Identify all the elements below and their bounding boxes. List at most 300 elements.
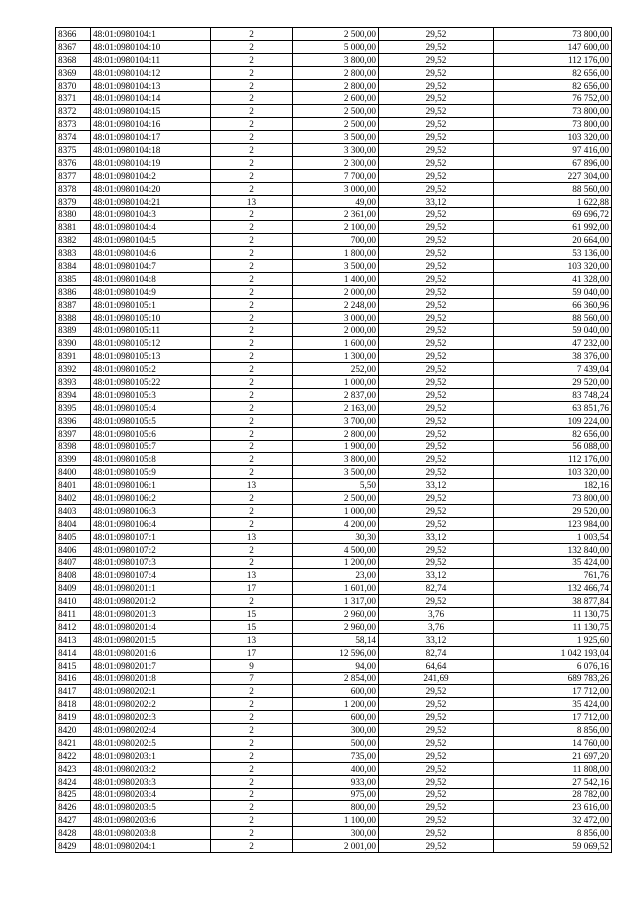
- rate-cell: 29,52: [379, 285, 494, 298]
- cadastral-number-cell: 48:01:0980201:4: [91, 620, 211, 633]
- value-cell: 20 664,00: [494, 234, 612, 247]
- area-cell: 5,50: [293, 479, 379, 492]
- area-cell: 252,00: [293, 363, 379, 376]
- category-cell: 17: [211, 646, 293, 659]
- table-row: [56, 285, 612, 298]
- row-number-cell: 8375: [56, 144, 91, 157]
- row-number-cell: 8367: [56, 40, 91, 53]
- category-cell: 2: [211, 182, 293, 195]
- value-cell: 11 130,75: [494, 620, 612, 633]
- cadastral-number-cell: 48:01:0980104:21: [91, 195, 211, 208]
- table-row: [56, 234, 612, 247]
- category-cell: 2: [211, 156, 293, 169]
- category-cell: 2: [211, 144, 293, 157]
- table-row: [56, 762, 612, 775]
- rate-cell: 82,74: [379, 646, 494, 659]
- category-cell: 13: [211, 569, 293, 582]
- row-number-cell: 8369: [56, 66, 91, 79]
- value-cell: 66 360,96: [494, 298, 612, 311]
- cadastral-number-cell: 48:01:0980104:18: [91, 144, 211, 157]
- rate-cell: 29,52: [379, 724, 494, 737]
- rate-cell: 29,52: [379, 260, 494, 273]
- area-cell: 3 500,00: [293, 131, 379, 144]
- category-cell: 13: [211, 479, 293, 492]
- row-number-cell: 8404: [56, 517, 91, 530]
- table-row: [56, 337, 612, 350]
- rate-cell: 29,52: [379, 337, 494, 350]
- area-cell: 2 000,00: [293, 324, 379, 337]
- rate-cell: 29,52: [379, 427, 494, 440]
- area-cell: 975,00: [293, 788, 379, 801]
- cadastral-number-cell: 48:01:0980201:1: [91, 582, 211, 595]
- category-cell: 13: [211, 633, 293, 646]
- value-cell: 32 472,00: [494, 814, 612, 827]
- row-number-cell: 8383: [56, 247, 91, 260]
- table-row: [56, 556, 612, 569]
- table-row: [56, 582, 612, 595]
- table-row: [56, 595, 612, 608]
- category-cell: 2: [211, 736, 293, 749]
- rate-cell: 33,12: [379, 633, 494, 646]
- area-cell: 3 300,00: [293, 144, 379, 157]
- value-cell: 35 424,00: [494, 556, 612, 569]
- rate-cell: 29,52: [379, 840, 494, 853]
- row-number-cell: 8418: [56, 698, 91, 711]
- cadastral-number-cell: 48:01:0980105:6: [91, 427, 211, 440]
- area-cell: 1 200,00: [293, 556, 379, 569]
- row-number-cell: 8382: [56, 234, 91, 247]
- table-row: [56, 749, 612, 762]
- rate-cell: 29,52: [379, 247, 494, 260]
- category-cell: 2: [211, 466, 293, 479]
- cadastral-number-cell: 48:01:0980201:6: [91, 646, 211, 659]
- rate-cell: 29,52: [379, 543, 494, 556]
- row-number-cell: 8388: [56, 311, 91, 324]
- row-number-cell: 8368: [56, 53, 91, 66]
- category-cell: 2: [211, 53, 293, 66]
- rate-cell: 29,52: [379, 169, 494, 182]
- value-cell: 29 520,00: [494, 376, 612, 389]
- table-row: [56, 517, 612, 530]
- area-cell: 1 000,00: [293, 376, 379, 389]
- area-cell: 2 300,00: [293, 156, 379, 169]
- category-cell: 2: [211, 169, 293, 182]
- value-cell: 59 069,52: [494, 840, 612, 853]
- value-cell: 61 992,00: [494, 221, 612, 234]
- cadastral-number-cell: 48:01:0980201:5: [91, 633, 211, 646]
- cadastral-number-cell: 48:01:0980104:13: [91, 79, 211, 92]
- row-number-cell: 8379: [56, 195, 91, 208]
- cadastral-number-cell: 48:01:0980105:8: [91, 453, 211, 466]
- category-cell: 2: [211, 40, 293, 53]
- table-row: [56, 672, 612, 685]
- table-row: [56, 427, 612, 440]
- table-row: [56, 827, 612, 840]
- rate-cell: 29,52: [379, 788, 494, 801]
- rate-cell: 29,52: [379, 453, 494, 466]
- rate-cell: 29,52: [379, 376, 494, 389]
- category-cell: 2: [211, 517, 293, 530]
- area-cell: 300,00: [293, 724, 379, 737]
- category-cell: 2: [211, 79, 293, 92]
- value-cell: 88 560,00: [494, 182, 612, 195]
- area-cell: 1 317,00: [293, 595, 379, 608]
- area-cell: 49,00: [293, 195, 379, 208]
- cadastral-number-cell: 48:01:0980104:4: [91, 221, 211, 234]
- rate-cell: 29,52: [379, 414, 494, 427]
- table-row: [56, 479, 612, 492]
- cadastral-number-cell: 48:01:0980105:1: [91, 298, 211, 311]
- row-number-cell: 8370: [56, 79, 91, 92]
- value-cell: 103 320,00: [494, 466, 612, 479]
- row-number-cell: 8406: [56, 543, 91, 556]
- area-cell: 2 960,00: [293, 620, 379, 633]
- rate-cell: 29,52: [379, 350, 494, 363]
- category-cell: 2: [211, 350, 293, 363]
- area-cell: 2 361,00: [293, 208, 379, 221]
- value-cell: 11 130,75: [494, 608, 612, 621]
- area-cell: 1 900,00: [293, 440, 379, 453]
- area-cell: 3 500,00: [293, 260, 379, 273]
- area-cell: 2 100,00: [293, 221, 379, 234]
- value-cell: 73 800,00: [494, 492, 612, 505]
- row-number-cell: 8384: [56, 260, 91, 273]
- row-number-cell: 8385: [56, 272, 91, 285]
- table-row: [56, 633, 612, 646]
- row-number-cell: 8411: [56, 608, 91, 621]
- category-cell: 2: [211, 221, 293, 234]
- value-cell: 29 520,00: [494, 504, 612, 517]
- area-cell: 1 300,00: [293, 350, 379, 363]
- value-cell: 227 304,00: [494, 169, 612, 182]
- value-cell: 103 320,00: [494, 260, 612, 273]
- category-cell: 2: [211, 285, 293, 298]
- value-cell: 689 783,26: [494, 672, 612, 685]
- rate-cell: 29,52: [379, 762, 494, 775]
- value-cell: 73 800,00: [494, 118, 612, 131]
- area-cell: 3 800,00: [293, 453, 379, 466]
- table-row: [56, 504, 612, 517]
- row-number-cell: 8389: [56, 324, 91, 337]
- row-number-cell: 8401: [56, 479, 91, 492]
- rate-cell: 29,52: [379, 814, 494, 827]
- value-cell: 88 560,00: [494, 311, 612, 324]
- area-cell: 3 800,00: [293, 53, 379, 66]
- table-row: [56, 840, 612, 853]
- rate-cell: 29,52: [379, 517, 494, 530]
- row-number-cell: 8421: [56, 736, 91, 749]
- table-row: [56, 620, 612, 633]
- table-row: [56, 298, 612, 311]
- row-number-cell: 8392: [56, 363, 91, 376]
- value-cell: 59 040,00: [494, 324, 612, 337]
- row-number-cell: 8398: [56, 440, 91, 453]
- area-cell: 500,00: [293, 736, 379, 749]
- row-number-cell: 8372: [56, 105, 91, 118]
- rate-cell: 64,64: [379, 659, 494, 672]
- cadastral-number-cell: 48:01:0980104:1: [91, 28, 211, 41]
- category-cell: 2: [211, 363, 293, 376]
- row-number-cell: 8402: [56, 492, 91, 505]
- category-cell: 2: [211, 298, 293, 311]
- category-cell: 2: [211, 840, 293, 853]
- value-cell: 7 439,04: [494, 363, 612, 376]
- area-cell: 1 400,00: [293, 272, 379, 285]
- table-row: [56, 208, 612, 221]
- row-number-cell: 8408: [56, 569, 91, 582]
- row-number-cell: 8423: [56, 762, 91, 775]
- row-number-cell: 8376: [56, 156, 91, 169]
- table-row: [56, 788, 612, 801]
- table-row: [56, 28, 612, 41]
- row-number-cell: 8366: [56, 28, 91, 41]
- cadastral-number-cell: 48:01:0980104:19: [91, 156, 211, 169]
- category-cell: 13: [211, 530, 293, 543]
- category-cell: 2: [211, 595, 293, 608]
- cadastral-number-cell: 48:01:0980104:20: [91, 182, 211, 195]
- rate-cell: 29,52: [379, 440, 494, 453]
- table-row: [56, 724, 612, 737]
- row-number-cell: 8371: [56, 92, 91, 105]
- rate-cell: 29,52: [379, 234, 494, 247]
- rate-cell: 29,52: [379, 775, 494, 788]
- area-cell: 1 800,00: [293, 247, 379, 260]
- area-cell: 2 500,00: [293, 492, 379, 505]
- value-cell: 41 328,00: [494, 272, 612, 285]
- table-row: [56, 131, 612, 144]
- row-number-cell: 8412: [56, 620, 91, 633]
- rate-cell: 29,52: [379, 221, 494, 234]
- cadastral-number-cell: 48:01:0980202:1: [91, 685, 211, 698]
- value-cell: 23 616,00: [494, 801, 612, 814]
- area-cell: 2 854,00: [293, 672, 379, 685]
- area-cell: 58,14: [293, 633, 379, 646]
- area-cell: 2 500,00: [293, 105, 379, 118]
- area-cell: 2 500,00: [293, 28, 379, 41]
- category-cell: 15: [211, 608, 293, 621]
- cadastral-number-cell: 48:01:0980203:3: [91, 775, 211, 788]
- value-cell: 17 712,00: [494, 685, 612, 698]
- row-number-cell: 8373: [56, 118, 91, 131]
- table-row: [56, 118, 612, 131]
- area-cell: 3 500,00: [293, 466, 379, 479]
- value-cell: 35 424,00: [494, 698, 612, 711]
- category-cell: 2: [211, 376, 293, 389]
- cadastral-number-cell: 48:01:0980107:2: [91, 543, 211, 556]
- data-table: [55, 27, 612, 853]
- table-row: [56, 659, 612, 672]
- rate-cell: 29,52: [379, 556, 494, 569]
- rate-cell: 3,76: [379, 608, 494, 621]
- row-number-cell: 8409: [56, 582, 91, 595]
- row-number-cell: 8417: [56, 685, 91, 698]
- value-cell: 132 466,74: [494, 582, 612, 595]
- row-number-cell: 8393: [56, 376, 91, 389]
- value-cell: 14 760,00: [494, 736, 612, 749]
- value-cell: 47 232,00: [494, 337, 612, 350]
- cadastral-number-cell: 48:01:0980105:10: [91, 311, 211, 324]
- value-cell: 761,76: [494, 569, 612, 582]
- rate-cell: 29,52: [379, 53, 494, 66]
- category-cell: 2: [211, 775, 293, 788]
- area-cell: 1 600,00: [293, 337, 379, 350]
- row-number-cell: 8397: [56, 427, 91, 440]
- cadastral-number-cell: 48:01:0980104:10: [91, 40, 211, 53]
- category-cell: 2: [211, 131, 293, 144]
- area-cell: 933,00: [293, 775, 379, 788]
- table-row: [56, 543, 612, 556]
- category-cell: 2: [211, 337, 293, 350]
- rate-cell: 29,52: [379, 685, 494, 698]
- table-row: [56, 453, 612, 466]
- table-row: [56, 144, 612, 157]
- row-number-cell: 8426: [56, 801, 91, 814]
- value-cell: 1 925,60: [494, 633, 612, 646]
- table-row: [56, 801, 612, 814]
- table-row: [56, 105, 612, 118]
- area-cell: 600,00: [293, 711, 379, 724]
- row-number-cell: 8378: [56, 182, 91, 195]
- category-cell: 2: [211, 105, 293, 118]
- row-number-cell: 8386: [56, 285, 91, 298]
- rate-cell: 29,52: [379, 28, 494, 41]
- cadastral-number-cell: 48:01:0980203:1: [91, 749, 211, 762]
- rate-cell: 29,52: [379, 144, 494, 157]
- area-cell: 2 960,00: [293, 608, 379, 621]
- area-cell: 94,00: [293, 659, 379, 672]
- area-cell: 12 596,00: [293, 646, 379, 659]
- table-row: [56, 182, 612, 195]
- category-cell: 2: [211, 260, 293, 273]
- area-cell: 300,00: [293, 827, 379, 840]
- rate-cell: 29,52: [379, 66, 494, 79]
- value-cell: 27 542,16: [494, 775, 612, 788]
- cadastral-number-cell: 48:01:0980104:17: [91, 131, 211, 144]
- category-cell: 2: [211, 234, 293, 247]
- table-row: [56, 311, 612, 324]
- category-cell: 7: [211, 672, 293, 685]
- category-cell: 2: [211, 401, 293, 414]
- row-number-cell: 8422: [56, 749, 91, 762]
- value-cell: 67 896,00: [494, 156, 612, 169]
- area-cell: 1 100,00: [293, 814, 379, 827]
- table-row: [56, 646, 612, 659]
- value-cell: 182,16: [494, 479, 612, 492]
- row-number-cell: 8399: [56, 453, 91, 466]
- row-number-cell: 8428: [56, 827, 91, 840]
- table-row: [56, 530, 612, 543]
- cadastral-number-cell: 48:01:0980202:5: [91, 736, 211, 749]
- value-cell: 69 696,72: [494, 208, 612, 221]
- table-row: [56, 376, 612, 389]
- category-cell: 2: [211, 427, 293, 440]
- area-cell: 2 837,00: [293, 388, 379, 401]
- rate-cell: 29,52: [379, 363, 494, 376]
- rate-cell: 29,52: [379, 208, 494, 221]
- rate-cell: 29,52: [379, 182, 494, 195]
- category-cell: 9: [211, 659, 293, 672]
- cadastral-number-cell: 48:01:0980107:4: [91, 569, 211, 582]
- cadastral-number-cell: 48:01:0980106:4: [91, 517, 211, 530]
- table-row: [56, 492, 612, 505]
- rate-cell: 29,52: [379, 79, 494, 92]
- rate-cell: 29,52: [379, 311, 494, 324]
- value-cell: 1 042 193,04: [494, 646, 612, 659]
- value-cell: 1 003,54: [494, 530, 612, 543]
- category-cell: 2: [211, 247, 293, 260]
- rate-cell: 29,52: [379, 131, 494, 144]
- area-cell: 3 000,00: [293, 311, 379, 324]
- table-row: [56, 775, 612, 788]
- rate-cell: 29,52: [379, 749, 494, 762]
- table-row: [56, 247, 612, 260]
- area-cell: 2 163,00: [293, 401, 379, 414]
- row-number-cell: 8419: [56, 711, 91, 724]
- category-cell: 2: [211, 272, 293, 285]
- table-row: [56, 40, 612, 53]
- category-cell: 2: [211, 440, 293, 453]
- cadastral-number-cell: 48:01:0980105:2: [91, 363, 211, 376]
- area-cell: 700,00: [293, 234, 379, 247]
- category-cell: 2: [211, 492, 293, 505]
- row-number-cell: 8391: [56, 350, 91, 363]
- cadastral-number-cell: 48:01:0980202:4: [91, 724, 211, 737]
- table-row: [56, 440, 612, 453]
- table-row: [56, 685, 612, 698]
- rate-cell: 29,52: [379, 698, 494, 711]
- area-cell: 2 800,00: [293, 79, 379, 92]
- cadastral-number-cell: 48:01:0980104:12: [91, 66, 211, 79]
- row-number-cell: 8377: [56, 169, 91, 182]
- rate-cell: 33,12: [379, 569, 494, 582]
- value-cell: 82 656,00: [494, 427, 612, 440]
- value-cell: 103 320,00: [494, 131, 612, 144]
- table-row: [56, 156, 612, 169]
- row-number-cell: 8396: [56, 414, 91, 427]
- table-row: [56, 608, 612, 621]
- category-cell: 17: [211, 582, 293, 595]
- area-cell: 3 000,00: [293, 182, 379, 195]
- value-cell: 63 851,76: [494, 401, 612, 414]
- value-cell: 76 752,00: [494, 92, 612, 105]
- cadastral-number-cell: 48:01:0980201:2: [91, 595, 211, 608]
- area-cell: 7 700,00: [293, 169, 379, 182]
- cadastral-number-cell: 48:01:0980104:5: [91, 234, 211, 247]
- category-cell: 2: [211, 324, 293, 337]
- value-cell: 59 040,00: [494, 285, 612, 298]
- category-cell: 2: [211, 28, 293, 41]
- category-cell: 2: [211, 827, 293, 840]
- area-cell: 1 200,00: [293, 698, 379, 711]
- rate-cell: 29,52: [379, 401, 494, 414]
- table-body: [56, 28, 612, 853]
- row-number-cell: 8424: [56, 775, 91, 788]
- area-cell: 600,00: [293, 685, 379, 698]
- row-number-cell: 8400: [56, 466, 91, 479]
- cadastral-number-cell: 48:01:0980201:3: [91, 608, 211, 621]
- table-row: [56, 195, 612, 208]
- cadastral-number-cell: 48:01:0980105:5: [91, 414, 211, 427]
- cadastral-number-cell: 48:01:0980105:7: [91, 440, 211, 453]
- row-number-cell: 8390: [56, 337, 91, 350]
- area-cell: 400,00: [293, 762, 379, 775]
- row-number-cell: 8410: [56, 595, 91, 608]
- table-row: [56, 414, 612, 427]
- area-cell: 800,00: [293, 801, 379, 814]
- category-cell: 2: [211, 414, 293, 427]
- cadastral-number-cell: 48:01:0980105:4: [91, 401, 211, 414]
- cadastral-number-cell: 48:01:0980204:1: [91, 840, 211, 853]
